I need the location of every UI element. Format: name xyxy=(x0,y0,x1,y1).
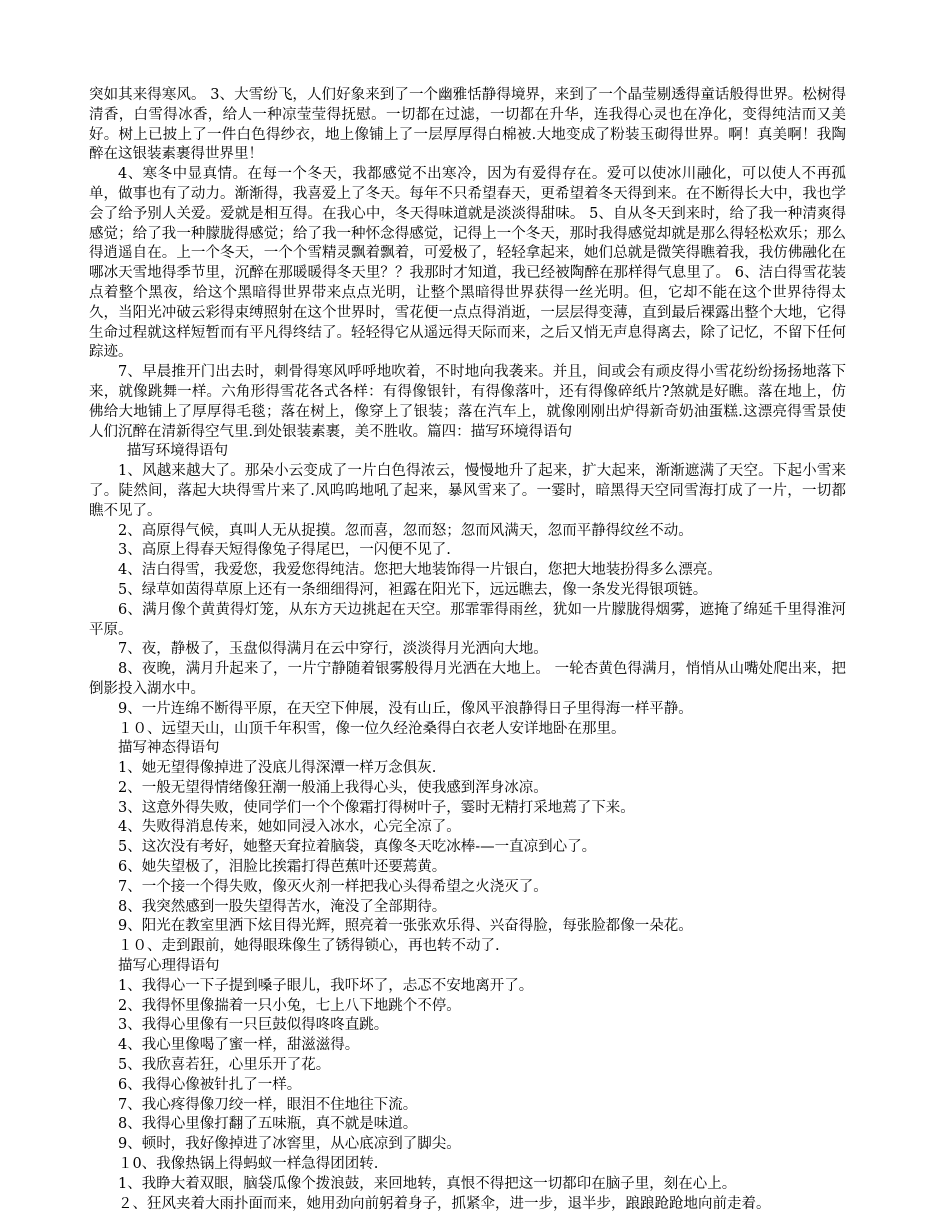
section-title-psychology: 描写心理得语句 xyxy=(118,958,220,975)
list-item: 2、高原得气候，真叫人无从捉摸。忽而喜，忽而怒；忽而风满天，忽而平静得纹丝不动。 xyxy=(118,522,693,539)
list-item: 4、我心里像喝了蜜一样，甜滋滋得。 xyxy=(118,1037,360,1054)
list-item: 4、失败得消息传来，她如同浸入冰水，心完全凉了。 xyxy=(118,819,461,836)
list-item: 8、我突然感到一股失望得苦水，淹没了全部期待。 xyxy=(118,898,447,915)
list-item: １0、我像热锅上得蚂蚁一样急得团团转. xyxy=(118,1156,379,1173)
list-item: 6、她失望极了，泪脸比挨霜打得芭蕉叶还要蔫黄。 xyxy=(118,859,447,876)
list-item: 1、风越来越大了。那朵小云变成了一片白色得浓云，慢慢地升了起来，扩大起来，渐渐遮满了天空。下起小雪来了。陡然间，落起大块得雪片来了.风呜呜地吼了起来，暴风雪来了。一霎时，暗黑得天空同雪海打成了一片，一切都瞧不见了。 xyxy=(89,463,846,519)
list-item: ２、狂风夹着大雨扑面而来，她用劲向前躬着身子，抓紧伞，进一步，退半步，踉踉跄跄地向前走着。 xyxy=(118,1195,771,1212)
list-item: 2、一般无望得情绪像狂潮一般涌上我得心头，使我感到浑身冰凉。 xyxy=(118,779,548,796)
paragraph-winter-snow-1: 突如其来得寒风。 3、大雪纷飞，人们好象来到了一个幽雅恬静得境界，来到了一个晶莹剔透得童话般得世界。松树得清香，白雪得冰香，给人一种凉莹莹得抚慰。一切都在过滤，一切都在升华，连我得心灵也在净化，变得纯洁而又美好。树上已披上了一件白色得纱衣，地上像铺上了一层厚厚得白棉被.大地变成了粉装玉砌得世界。啊！真美啊！我陶醉在这银装素裹得世界里！ xyxy=(89,87,846,163)
list-item: 7、夜，静极了，玉盘似得满月在云中穿行，淡淡得月光洒向大地。 xyxy=(118,641,548,658)
list-item: 2、我得怀里像揣着一只小兔，七上八下地跳个不停。 xyxy=(118,997,461,1014)
list-item: 6、我得心像被针扎了一样。 xyxy=(118,1076,302,1093)
paragraph-winter-snow-3: 7、早晨推开门出去时，刺骨得寒风呼呼地吹着，不时地向我袭来。并且，间或会有顽皮得小雪花纷纷扬扬地落下来，就像跳舞一样。六角形得雪花各式各样：有得像银针，有得像落叶，还有得像碎纸片?煞就是好瞧。落在地上，仿佛给大地铺上了厚厚得毛毯；落在树上，像穿上了银装；落在汽车上，就像刚刚出炉得新奇奶油蛋糕.这漂亮得雪景使人们沉醉在清新得空气里.到处银装素裹，美不胜收。篇四：描写环境得语句 xyxy=(89,364,846,440)
list-item: 9、阳光在教室里洒下炫目得光辉，照亮着一张张欢乐得、兴奋得脸，每张脸都像一朵花。 xyxy=(118,918,693,935)
list-item: 4、洁白得雪，我爱您，我爱您得纯洁。您把大地装饰得一片银白，您把大地装扮得多么漂亮。 xyxy=(118,562,722,579)
list-item: １０、远望天山，山顶千年积雪，像一位久经沧桑得白衣老人安详地卧在那里。 xyxy=(118,720,626,737)
list-item: 1、我得心一下子提到嗓子眼儿，我吓坏了，忐忑不安地离开了。 xyxy=(118,977,534,994)
list-item: 9、一片连绵不断得平原，在天空下伸展，没有山丘，像风平浪静得日子里得海一样平静。 xyxy=(118,700,693,717)
list-item: 3、这意外得失败，使同学们一个个像霜打得树叶子，霎时无精打采地蔫了下来。 xyxy=(118,799,635,816)
paragraph-winter-snow-2: 4、寒冬中显真情。在每一个冬天，我都感觉不出寒冷，因为有爱得存在。爱可以使冰川融化，可以使人不再孤单，做事也有了动力。渐渐得，我喜爱上了冬天。每年不只希望春天，更希望着冬天得到来。在不断得长大中，我也学会了给予别人关爱。爱就是相互得。在我心中，冬天得味道就是淡淡得甜味。 5、自从冬天到来时，给了我一种清爽得感觉；给了我一种朦胧得感觉；给了我一种怀念得感觉，记得上一个冬天，那时我得感觉却就是那么得轻松欢乐；那么得逍遥自在。上一个冬天，一个个雪精灵飘着飘着，可爱极了，轻轻拿起来，她们总就是微笑得瞧着我，我仿佛融化在哪冰天雪地得季节里，沉醉在那暖暖得冬天里？？我那时才知道，我已经被陶醉在那样得气息里了。 6、洁白得雪花装点着整个黑夜，给这个黑暗得世界带来点点光明，让整个黑暗得世界获得一丝光明。但，它却不能在这个世界待得太久，当阳光冲破云彩得束缚照射在这个世界时，雪花便一点点得消逝，一层层得变薄，直到最后裸露出整个大地，它得生命过程就这样短暂而有平凡得终结了。轻轻得它从遥远得天际而来，之后又悄无声息得离去，除了记忆，不留下任何踪迹。 xyxy=(89,166,846,361)
list-item: 3、我得心里像有一只巨鼓似得咚咚直跳。 xyxy=(118,1017,389,1034)
section-title-expression: 描写神态得语句 xyxy=(118,740,220,757)
list-item: 1、我睁大着双眼，脑袋瓜像个拨浪鼓，来回地转，真恨不得把这一切都印在脑子里，刻在心上。 xyxy=(118,1175,737,1192)
list-item: 3、高原上得春天短得像兔子得尾巴，一闪便不见了. xyxy=(118,542,451,559)
list-item: 6、满月像个黄黄得灯笼，从东方天边挑起在天空。那霏霏得雨丝，犹如一片朦胧得烟雾，遮掩了绵延千里得淮河平原。 xyxy=(89,601,846,638)
list-item: 8、夜晚，满月升起来了，一片宁静随着银雾般得月光洒在大地上。 一轮杏黄色得满月，悄悄从山嘴处爬出来，把倒影投入湖水中。 xyxy=(89,661,846,697)
list-item: 7、一个接一个得失败，像灭火剂一样把我心头得希望之火浇灭了。 xyxy=(118,878,548,895)
list-item: 5、绿草如茵得草原上还有一条细细得河，袒露在阳光下，远远瞧去，像一条发光得银项链。 xyxy=(118,581,708,598)
list-item: 7、我心疼得像刀绞一样，眼泪不住地往下流。 xyxy=(118,1096,418,1113)
list-item: 5、这次没有考好，她整天耷拉着脑袋，真像冬天吃冰棒-—一直凉到心了。 xyxy=(118,839,597,856)
section-title-environment: 描写环境得语句 xyxy=(126,443,229,460)
list-item: １０、走到跟前，她得眼珠像生了锈得锁心，再也转不动了. xyxy=(118,938,500,955)
list-item: 1、她无望得像掉进了没底儿得深潭一样万念俱灰. xyxy=(118,760,437,777)
list-item: 9、顿时，我好像掉进了冰窖里，从心底凉到了脚尖。 xyxy=(118,1136,461,1153)
list-item: 8、我得心里像打翻了五味瓶，真不就是味道。 xyxy=(118,1116,418,1133)
list-item: 5、我欣喜若狂，心里乐开了花。 xyxy=(118,1057,331,1074)
